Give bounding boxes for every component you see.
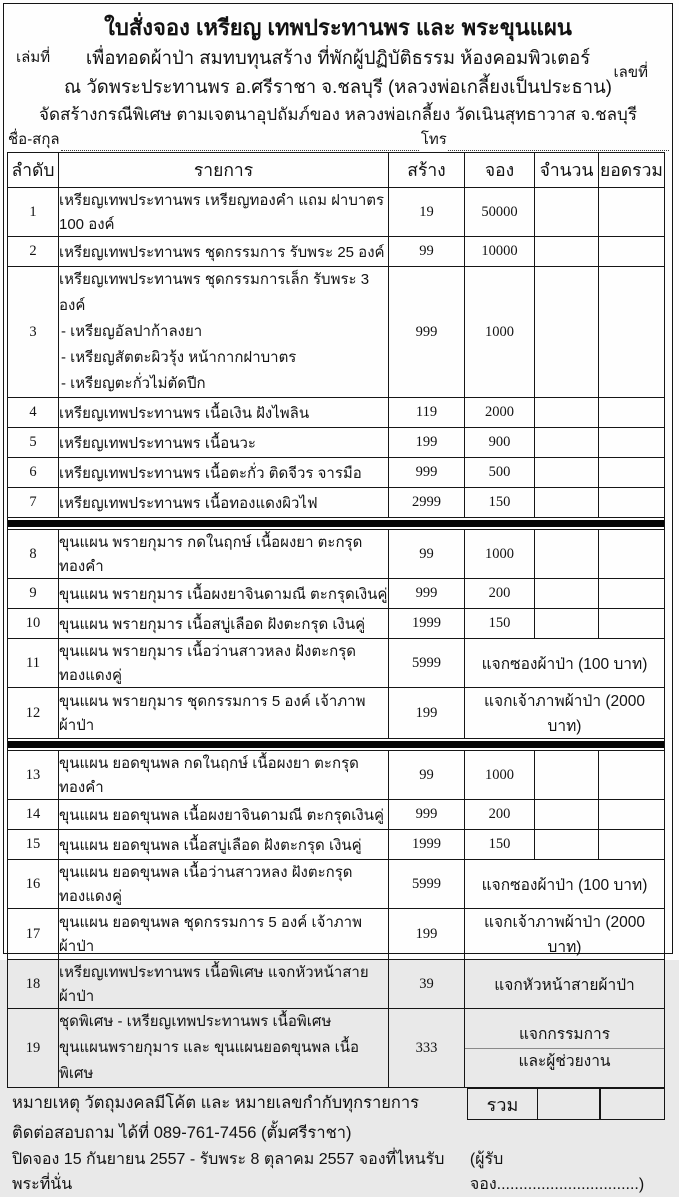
row-desc: เหรียญเทพประทานพร เนื้อตะกั่ว ติดจีวร จารมือ [59, 458, 389, 488]
row-made: 199 [389, 909, 465, 960]
row-desc: ขุนแผน พรายกุมาร เนื้อสบู่เลือด ฝังตะกรุด เงินคู่ [59, 609, 389, 639]
sum-cell [599, 458, 665, 488]
row-made: 119 [389, 398, 465, 428]
footer-contact: ติดต่อสอบถาม ได้ที่ 089-761-7456 (ตั้มศรีราชา) [12, 1124, 352, 1142]
row-desc: ขุนแผน ยอดขุนพล ชุดกรรมการ 5 องค์ เจ้าภาพ ผ้าป่า [59, 909, 389, 960]
row-no: 5 [8, 428, 59, 458]
tel-label: โทร [420, 131, 447, 148]
table-row [8, 398, 665, 428]
form-header [4, 4, 672, 128]
qty-cell [535, 458, 599, 488]
row-desc-sub: - เหรียญอัลปาก้าลงยา [61, 323, 203, 340]
table-row [8, 237, 665, 267]
table-row [8, 960, 665, 1009]
qty-cell [535, 428, 599, 458]
sum-cell [599, 188, 665, 237]
row-made: 5999 [389, 860, 465, 909]
col-header-qty: จำนวน [535, 153, 599, 188]
row-made: 199 [389, 428, 465, 458]
row-no: 14 [8, 800, 59, 830]
sum-cell [599, 267, 665, 398]
row-order: 900 [465, 428, 535, 458]
form-title: ใบสั่งจอง เหรียญ เทพประทานพร และ พระขุนแผน [104, 15, 572, 40]
closing-dates-text: ปิดจอง 15 กันยายน 2557 - รับพระ 8 ตุลาคม 2557 จองที่ไหนรับพระที่นั่น [12, 1151, 445, 1193]
name-label: ชื่อ-สกุล [8, 131, 60, 148]
row-no: 8 [8, 530, 59, 579]
row-giveaway-note: แจกเจ้าภาพผ้าป่า (2000 บาท) [465, 909, 665, 960]
row-desc: เหรียญเทพประทานพร เนื้อทองแดงผิวไฟ [59, 488, 389, 518]
table-row [8, 909, 665, 960]
form-subtitle-occasion: จัดสร้างกรณีพิเศษ ตามเจตนาอุปถัมภ์ของ หลวงพ่อเกลี้ยง วัดเนินสุทธาวาส จ.ชลบุรี [39, 105, 637, 124]
col-header-made: สร้าง [389, 153, 465, 188]
row-giveaway-note [465, 1009, 665, 1088]
row-desc: เหรียญเทพประทานพร เนื้อนวะ [59, 428, 389, 458]
table-row [8, 188, 665, 237]
row-order: 150 [465, 488, 535, 518]
qty-cell [535, 830, 599, 860]
table-row [8, 428, 665, 458]
row-desc: เหรียญเทพประทานพร เหรียญทองคำ แถม ฝาบาตร 100 องค์ [59, 188, 389, 237]
col-header-item: รายการ [59, 153, 389, 188]
row-no: 19 [8, 1009, 59, 1088]
qty-cell [535, 398, 599, 428]
qty-cell [535, 488, 599, 518]
table-row [8, 267, 665, 398]
row-desc: ขุนแผน ยอดขุนพล เนื้อสบู่เลือด ฝังตะกรุด เงินคู่ [59, 830, 389, 860]
row-desc: เหรียญเทพประทานพร ชุดกรรมการ รับพระ 25 องค์ [59, 237, 389, 267]
row-made: 5999 [389, 639, 465, 688]
giveaway-line-2: และผู้ช่วยงาน [518, 1053, 611, 1070]
row-giveaway-note: แจกเจ้าภาพผ้าป่า (2000 บาท) [465, 688, 665, 739]
doc-no-label: เลขที่ [613, 64, 648, 81]
row-made: 199 [389, 688, 465, 739]
row-made: 999 [389, 800, 465, 830]
row-desc-sub: - เหรียญสัตตะผิวรุ้ง หน้ากากฝาบาตร [61, 349, 297, 366]
row-no: 17 [8, 909, 59, 960]
table-row [8, 488, 665, 518]
sum-cell [599, 751, 665, 800]
qty-cell [535, 609, 599, 639]
row-no: 9 [8, 579, 59, 609]
sum-cell [599, 428, 665, 458]
total-qty-cell [537, 1088, 601, 1120]
row-giveaway-note: แจกซองผ้าป่า (100 บาท) [465, 639, 665, 688]
row-order: 500 [465, 458, 535, 488]
section-divider [8, 518, 665, 530]
row-no: 6 [8, 458, 59, 488]
form-subtitle-temple: ณ วัดพระประทานพร อ.ศรีราชา จ.ชลบุรี (หลวงพ่อเกลี้ยงเป็นประธาน) [64, 76, 612, 97]
row-order: 1000 [465, 751, 535, 800]
sum-cell [599, 800, 665, 830]
book-no-label: เล่มที่ [16, 49, 51, 66]
row-desc-main: ชุดพิเศษ - เหรียญเทพประทานพร เนื้อพิเศษ [59, 1013, 332, 1030]
row-no: 1 [8, 188, 59, 237]
row-no: 13 [8, 751, 59, 800]
row-order: 10000 [465, 237, 535, 267]
row-made: 333 [389, 1009, 465, 1088]
qty-cell [535, 237, 599, 267]
row-order: 150 [465, 830, 535, 860]
row-no: 16 [8, 860, 59, 909]
row-giveaway-note: แจกซองผ้าป่า (100 บาท) [465, 860, 665, 909]
table-row [8, 830, 665, 860]
row-no: 18 [8, 960, 59, 1009]
col-header-sum: ยอดรวม [599, 153, 665, 188]
table-row [8, 688, 665, 739]
section-divider [8, 739, 665, 751]
table-row [8, 458, 665, 488]
row-made: 999 [389, 267, 465, 398]
row-order: 200 [465, 579, 535, 609]
row-desc-sub: ขุนแผนพรายกุมาร และ ขุนแผนยอดขุนพล เนื้อพิเศษ [59, 1039, 359, 1082]
col-header-order: จอง [465, 153, 535, 188]
row-desc: ขุนแผน พรายกุมาร เนื้อผงยาจินดามณี ตะกรุดเงินคู่ [59, 579, 389, 609]
row-no: 2 [8, 237, 59, 267]
table-row [8, 800, 665, 830]
row-made: 99 [389, 530, 465, 579]
row-order: 200 [465, 800, 535, 830]
row-no: 7 [8, 488, 59, 518]
receiver-label: (ผู้รับจอง................................) [469, 1151, 645, 1193]
row-made: 999 [389, 458, 465, 488]
row-no: 12 [8, 688, 59, 739]
qty-cell [535, 800, 599, 830]
footer-closing-row [4, 1147, 672, 1197]
row-desc: ขุนแผน ยอดขุนพล กดในฤกษ์ เนื้อผงยา ตะกรุดทองคำ [59, 751, 389, 800]
row-no: 15 [8, 830, 59, 860]
table-row [8, 1009, 665, 1088]
row-desc: ขุนแผน พรายกุมาร เนื้อว่านสาวหลง ฝังตะกรุด ทองแดงคู่ [59, 639, 389, 688]
row-no: 10 [8, 609, 59, 639]
sum-cell [599, 530, 665, 579]
row-desc-main: เหรียญเทพประทานพร ชุดกรรมการเล็ก รับพระ 3 องค์ [59, 271, 370, 314]
col-header-no: ลำดับ [8, 153, 59, 188]
form-subtitle-purpose: เพื่อทอดผ้าป่า สมทบทุนสร้าง ที่พักผู้ปฏิบัติธรรม ห้องคอมพิวเตอร์ [85, 47, 591, 68]
row-giveaway-note: แจกหัวหน้าสายผ้าป่า [465, 960, 665, 1009]
row-desc: เหรียญเทพประทานพร เนื้อเงิน ฝังไพลิน [59, 398, 389, 428]
sum-cell [599, 237, 665, 267]
row-made: 999 [389, 579, 465, 609]
row-desc-sub: - เหรียญตะกั่วไม่ตัดปีก [61, 375, 206, 392]
qty-cell [535, 751, 599, 800]
qty-cell [535, 530, 599, 579]
row-desc: เหรียญเทพประทานพร เนื้อพิเศษ แจกหัวหน้าสายผ้าป่า [59, 960, 389, 1009]
total-sum-cell [599, 1088, 665, 1120]
sum-cell [599, 830, 665, 860]
sum-cell [599, 609, 665, 639]
sum-cell [599, 579, 665, 609]
row-made: 2999 [389, 488, 465, 518]
row-order: 150 [465, 609, 535, 639]
tel-dotted-line [448, 135, 669, 151]
row-no: 11 [8, 639, 59, 688]
table-row [8, 751, 665, 800]
row-made: 19 [389, 188, 465, 237]
row-made: 39 [389, 960, 465, 1009]
row-no: 4 [8, 398, 59, 428]
row-made: 1999 [389, 609, 465, 639]
order-table [7, 152, 665, 1088]
giveaway-line-1: แจกกรรมการ [465, 1022, 664, 1049]
table-row [8, 609, 665, 639]
name-dotted-line [61, 135, 419, 151]
table-row [8, 639, 665, 688]
table-row [8, 579, 665, 609]
form-page [3, 3, 673, 1193]
row-desc: ขุนแผน พรายกุมาร ชุดกรรมการ 5 องค์ เจ้าภาพ ผ้าป่า [59, 688, 389, 739]
row-order: 1000 [465, 267, 535, 398]
row-made: 99 [389, 237, 465, 267]
sum-cell [599, 488, 665, 518]
table-row [8, 860, 665, 909]
qty-cell [535, 188, 599, 237]
qty-cell [535, 579, 599, 609]
row-order: 1000 [465, 530, 535, 579]
row-made: 1999 [389, 830, 465, 860]
row-no: 3 [8, 267, 59, 398]
row-desc [59, 1009, 389, 1088]
total-label-cell: รวม [467, 1088, 538, 1120]
summary-row [4, 1088, 672, 1120]
row-desc [59, 267, 389, 398]
table-row [8, 530, 665, 579]
row-order: 2000 [465, 398, 535, 428]
table-header-row [8, 153, 665, 188]
row-order: 50000 [465, 188, 535, 237]
row-desc: ขุนแผน ยอดขุนพล เนื้อว่านสาวหลง ฝังตะกรุด ทองแดงคู่ [59, 860, 389, 909]
name-phone-row [4, 128, 672, 152]
footer-note: หมายเหตุ วัตถุมงคลมีโค้ต และ หมายเลขกำกับทุกรายการ [12, 1094, 420, 1112]
row-desc: ขุนแผน พรายกุมาร กดในฤกษ์ เนื้อผงยา ตะกรุดทองคำ [59, 530, 389, 579]
sum-cell [599, 398, 665, 428]
row-made: 99 [389, 751, 465, 800]
total-box [467, 1088, 665, 1120]
qty-cell [535, 267, 599, 398]
row-desc: ขุนแผน ยอดขุนพล เนื้อผงยาจินดามณี ตะกรุดเงินคู่ [59, 800, 389, 830]
